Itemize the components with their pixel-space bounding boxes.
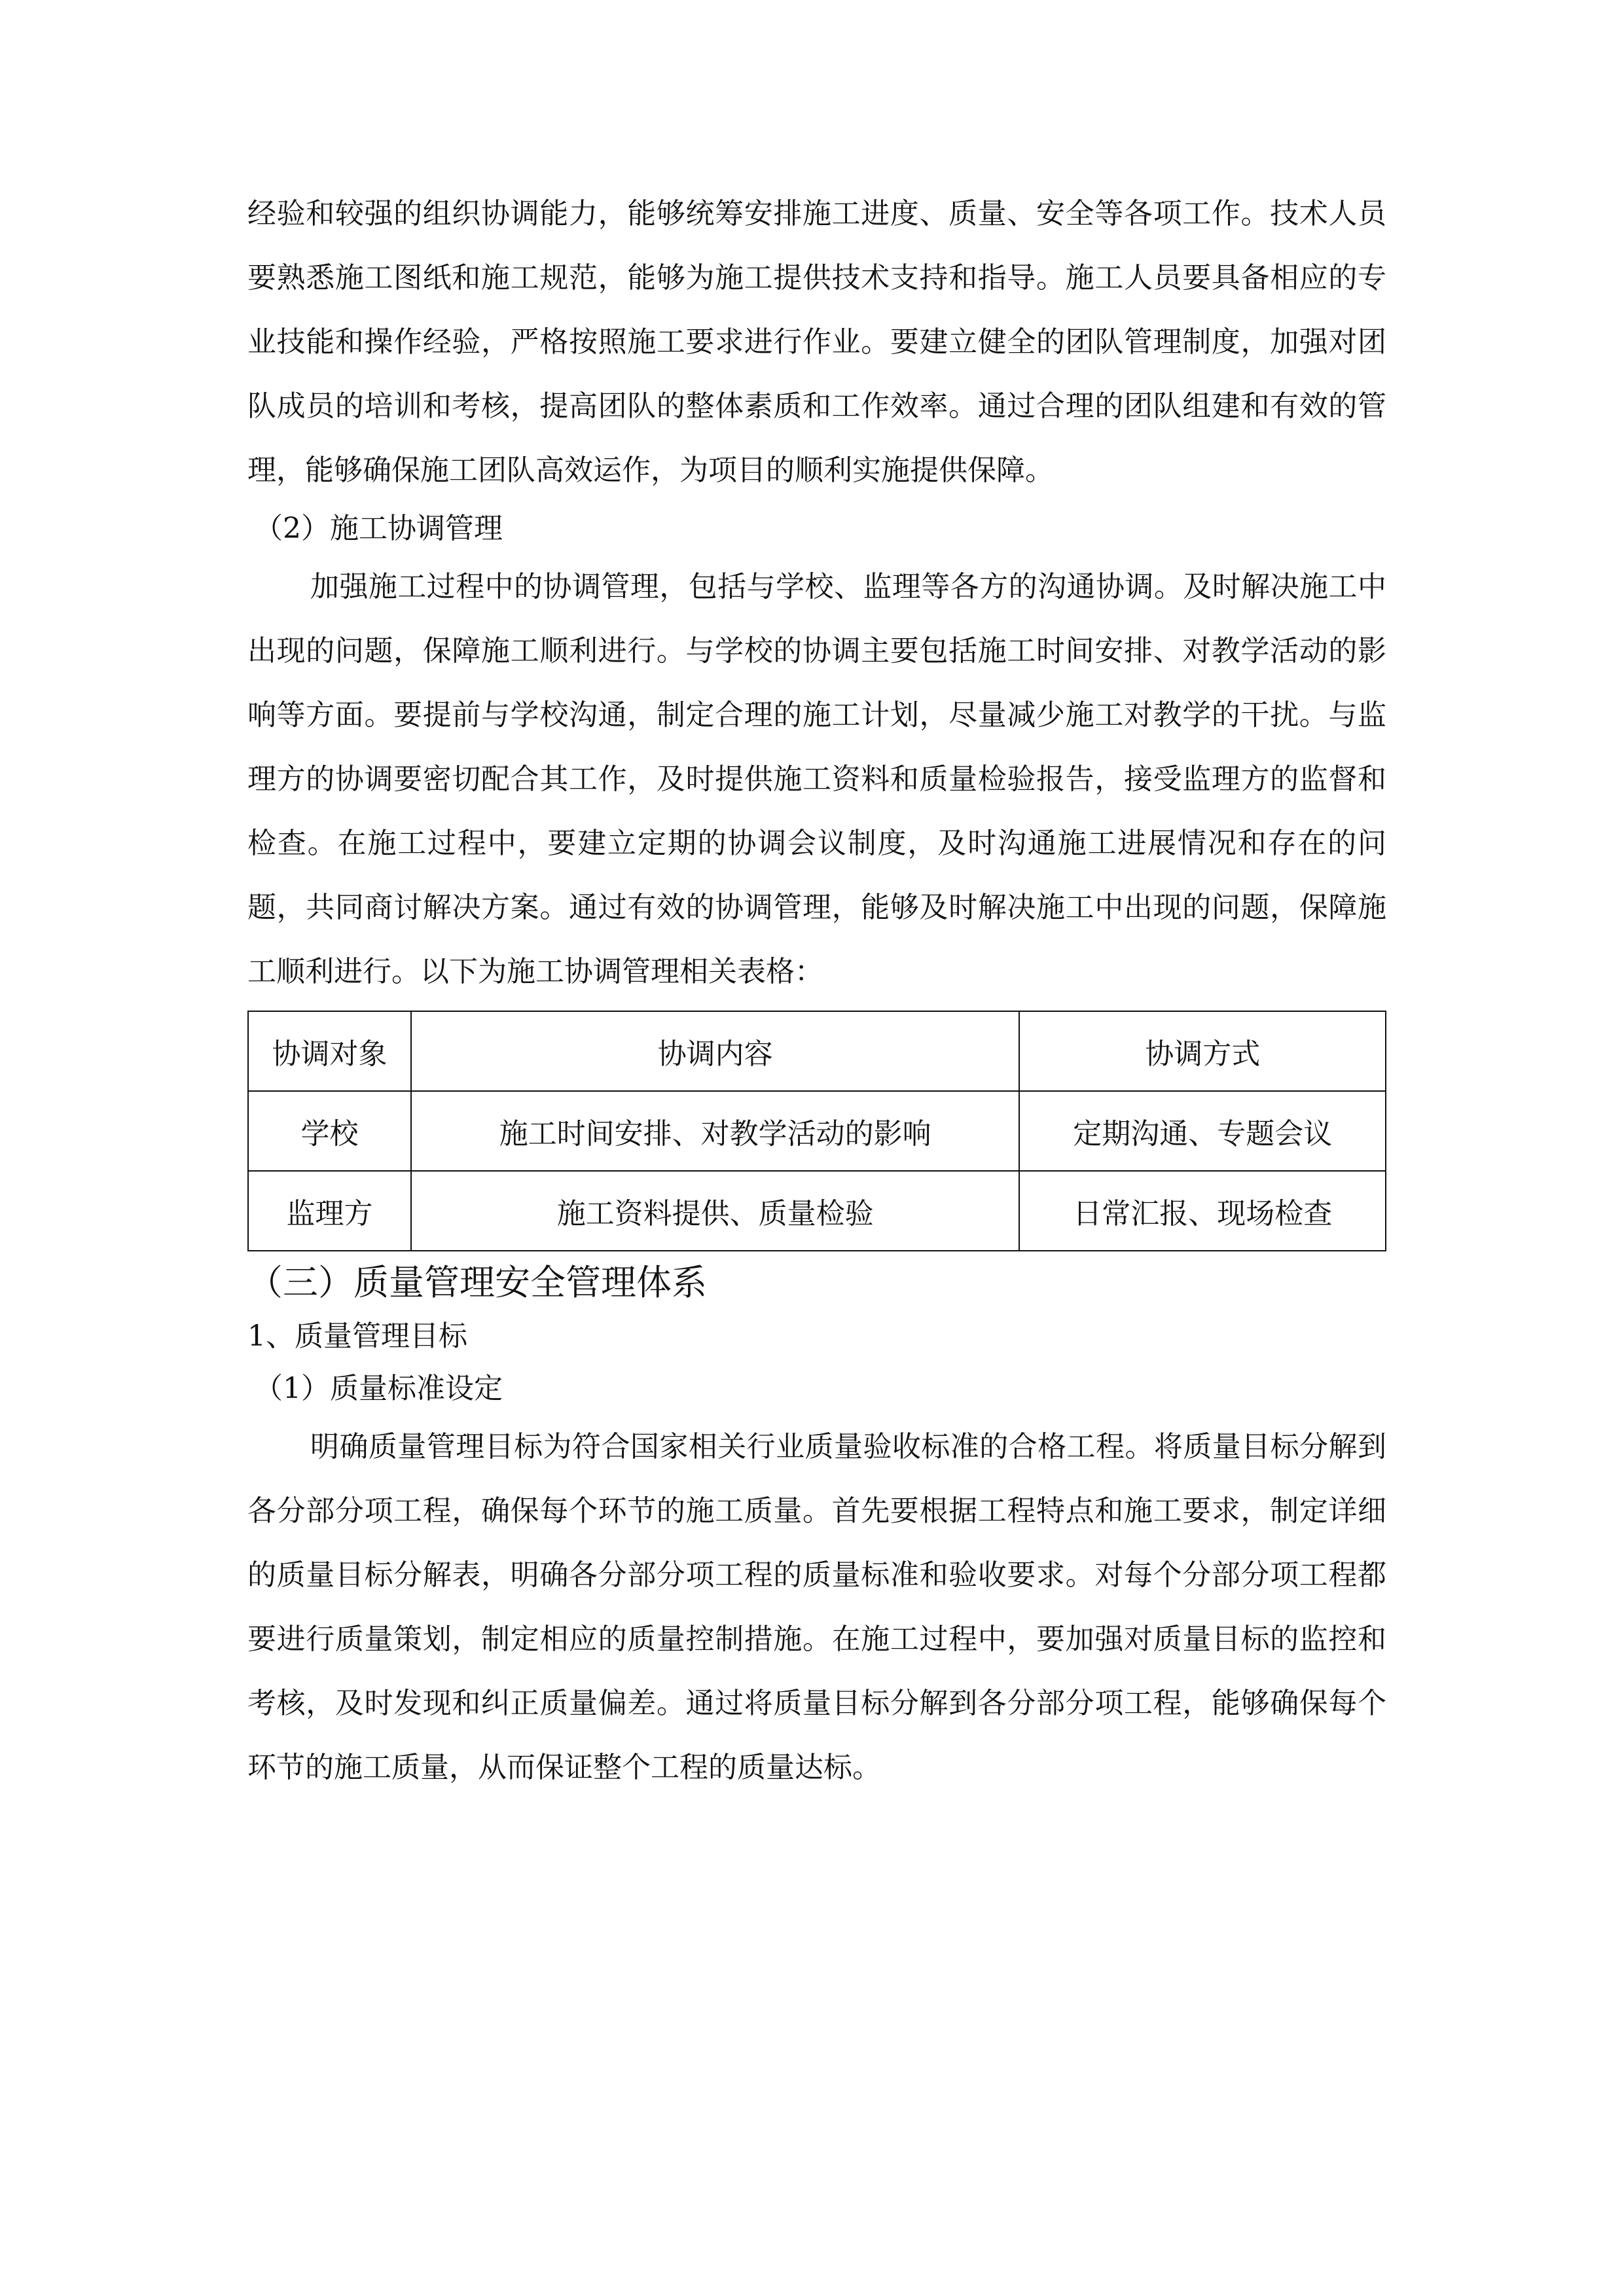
- subheading-construction-coordination: （2）施工协调管理: [254, 512, 503, 545]
- paragraph-team-management: 经验和较强的组织协调能力，能够统筹安排施工进度、质量、安全等各项工作。技术人员要熟悉施工图纸和施工规范，能够为施工提供技术支持和指导。施工人员要具备相应的专业技能和操作经验，严格按照施工要求进行作业。要建立健全的团队管理制度，加强对团队成员的培训和考核，提高团队的整体素质和工作效率。通过合理的团队组建和有效的管理，能够确保施工团队高效运作，为项目的顺利实施提供保障。: [247, 197, 1386, 487]
- table-header-cell: 协调对象: [248, 1011, 411, 1091]
- table-header-row: [248, 1011, 1386, 1091]
- section-heading-quality-safety-system: （三）质量管理安全管理体系: [247, 1262, 707, 1303]
- heading-quality-goal: 1、质量管理目标: [247, 1319, 467, 1353]
- paragraph-quality-standard: 明确质量管理目标为符合国家相关行业质量验收标准的合格工程。将质量目标分解到各分部分项工程，确保每个环节的施工质量。首先要根据工程特点和施工要求，制定详细的质量目标分解表，明确各分部分项工程的质量标准和验收要求。对每个分部分项工程都要进行质量策划，制定相应的质量控制措施。在施工过程中，要加强对质量目标的监控和考核，及时发现和纠正质量偏差。通过将质量目标分解到各分部分项工程，能够确保每个环节的施工质量，从而保证整个工程的质量达标。: [247, 1430, 1386, 1784]
- table-header-cell: 协调内容: [411, 1011, 1020, 1091]
- table-cell: 施工资料提供、质量检验: [411, 1171, 1020, 1251]
- table-row: [248, 1091, 1386, 1171]
- subheading-quality-standard: （1）质量标准设定: [254, 1372, 503, 1405]
- document-content: [247, 182, 1386, 1800]
- coordination-table: [247, 1011, 1386, 1251]
- table-cell: 定期沟通、专题会议: [1019, 1091, 1386, 1171]
- table-cell: 施工时间安排、对教学活动的影响: [411, 1091, 1020, 1171]
- table-row: [248, 1171, 1386, 1251]
- table-cell: 学校: [248, 1091, 411, 1171]
- paragraph-coordination-management: 加强施工过程中的协调管理，包括与学校、监理等各方的沟通协调。及时解决施工中出现的问题，保障施工顺利进行。与学校的协调主要包括施工时间安排、对教学活动的影响等方面。要提前与学校沟通，制定合理的施工计划，尽量减少施工对教学的干扰。与监理方的协调要密切配合其工作，及时提供施工资料和质量检验报告，接受监理方的监督和检查。在施工过程中，要建立定期的协调会议制度，及时沟通施工进展情况和存在的问题，共同商讨解决方案。通过有效的协调管理，能够及时解决施工中出现的问题，保障施工顺利进行。以下为施工协调管理相关表格：: [247, 570, 1386, 988]
- table-header-cell: 协调方式: [1019, 1011, 1386, 1091]
- table-cell: 日常汇报、现场检查: [1019, 1171, 1386, 1251]
- table-cell: 监理方: [248, 1171, 411, 1251]
